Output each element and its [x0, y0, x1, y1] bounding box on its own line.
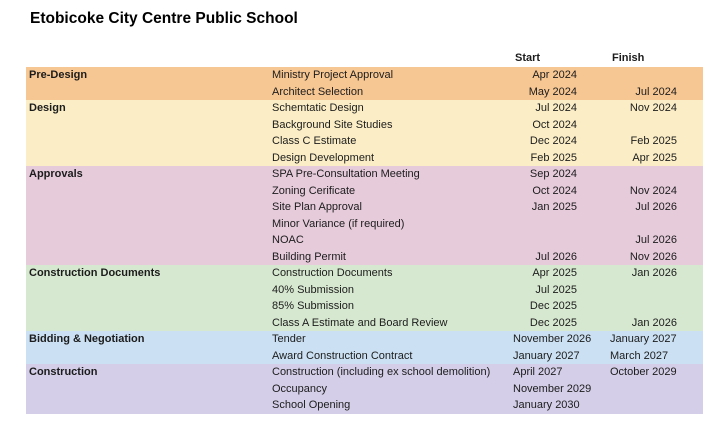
- phase-section: [26, 331, 703, 364]
- phase-label: [26, 150, 272, 167]
- task-name: Site Plan Approval: [272, 201, 362, 213]
- phase-section: [26, 364, 703, 414]
- start-date-cell: November 2026: [513, 333, 592, 345]
- phase-label: [26, 381, 272, 398]
- phase-section: [26, 166, 703, 265]
- finish-date-cell: [610, 282, 703, 299]
- start-date-cell: Apr 2024: [532, 69, 577, 81]
- phase-label: [26, 298, 272, 315]
- phase-label: [26, 199, 272, 216]
- start-date-cell: Feb 2025: [530, 151, 577, 164]
- header-spacer: [26, 50, 513, 67]
- phase-label: Pre-Design: [29, 69, 88, 81]
- start-date-cell: Jan 2025: [531, 201, 577, 213]
- schedule-row: [26, 199, 703, 216]
- schedule-body: [26, 67, 703, 414]
- finish-date-cell: Jul 2026: [635, 201, 677, 213]
- task-name: Ministry Project Approval: [272, 69, 394, 81]
- task-name: Building Permit: [272, 250, 346, 263]
- finish-date-cell: Nov 2024: [629, 102, 677, 114]
- phase-section: [26, 100, 703, 166]
- task-name: Tender: [272, 333, 306, 345]
- schedule-row: [26, 216, 703, 233]
- phase-label: [26, 183, 272, 200]
- schedule-row: [26, 249, 703, 266]
- schedule-row: [26, 150, 703, 167]
- task-name: School Opening: [272, 399, 351, 411]
- finish-date-cell: Jul 2026: [635, 234, 677, 246]
- phase-label: Approvals: [29, 168, 83, 180]
- schedule-row: [26, 265, 703, 282]
- schedule-row: [26, 381, 703, 398]
- schedule-row: [26, 117, 703, 134]
- phase-label: Bidding & Negotiation: [29, 333, 145, 345]
- start-date-cell: [513, 232, 610, 249]
- phase-label: [26, 216, 272, 233]
- finish-date-cell: Nov 2026: [629, 250, 677, 263]
- finish-date-cell: [610, 397, 703, 414]
- task-name: Zoning Cerificate: [272, 184, 356, 197]
- phase-label: Construction: [29, 366, 98, 378]
- start-date-cell: November 2029: [513, 382, 592, 395]
- phase-label: Design: [29, 102, 66, 114]
- task-name: Schemtatic Design: [272, 102, 364, 114]
- start-date-cell: April 2027: [513, 366, 563, 378]
- start-date-cell: May 2024: [528, 85, 577, 98]
- finish-date-cell: [610, 216, 703, 233]
- task-name: Background Site Studies: [272, 118, 393, 131]
- task-name: 85% Submission: [272, 300, 354, 312]
- column-headers: [26, 50, 703, 67]
- finish-date-cell: Jul 2024: [635, 85, 677, 98]
- start-date-cell: Jul 2025: [535, 283, 577, 296]
- start-date-cell: Dec 2025: [529, 300, 577, 312]
- phase-section: [26, 265, 703, 331]
- schedule-row: [26, 348, 703, 365]
- finish-date-cell: [610, 117, 703, 134]
- schedule-row: [26, 133, 703, 150]
- phase-label: [26, 315, 272, 332]
- start-date-cell: January 2030: [513, 399, 580, 411]
- schedule-row: [26, 315, 703, 332]
- start-column-header: Start: [515, 52, 541, 64]
- start-date-cell: [513, 216, 610, 233]
- finish-date-cell: January 2027: [610, 333, 677, 345]
- task-name: Class A Estimate and Board Review: [272, 316, 448, 329]
- finish-date-cell: October 2029: [610, 366, 677, 378]
- task-name: Occupancy: [272, 382, 328, 395]
- task-name: 40% Submission: [272, 283, 354, 296]
- phase-label: [26, 397, 272, 414]
- task-name: Construction Documents: [272, 267, 393, 279]
- phase-label: Construction Documents: [29, 267, 161, 279]
- start-date-cell: Apr 2025: [532, 267, 577, 279]
- schedule-row: [26, 397, 703, 414]
- phase-label: [26, 282, 272, 299]
- start-date-cell: Oct 2024: [532, 184, 577, 197]
- finish-date-cell: Jan 2026: [631, 316, 677, 329]
- finish-date-cell: [610, 166, 703, 183]
- schedule-row: [26, 100, 703, 117]
- task-name: Design Development: [272, 151, 375, 164]
- task-name: Award Construction Contract: [272, 349, 413, 362]
- phase-label: [26, 117, 272, 134]
- start-date-cell: Jul 2026: [535, 250, 577, 263]
- finish-date-cell: Feb 2025: [630, 135, 677, 147]
- phase-label: [26, 249, 272, 266]
- task-name: Architect Selection: [272, 85, 364, 98]
- start-date-cell: Sep 2024: [529, 168, 577, 180]
- phase-label: [26, 133, 272, 150]
- phase-section: [26, 67, 703, 100]
- page-title: Etobicoke City Centre Public School: [30, 10, 298, 27]
- start-date-cell: Oct 2024: [532, 118, 577, 131]
- finish-date-cell: Apr 2025: [632, 151, 677, 164]
- schedule-row: [26, 364, 703, 381]
- finish-column-header: Finish: [612, 52, 645, 64]
- task-name: NOAC: [272, 234, 304, 246]
- schedule-row: [26, 298, 703, 315]
- finish-date-cell: March 2027: [610, 349, 669, 362]
- schedule-row: [26, 166, 703, 183]
- finish-date-cell: [610, 298, 703, 315]
- schedule-row: [26, 67, 703, 84]
- phase-label: [26, 84, 272, 101]
- phase-label: [26, 348, 272, 365]
- task-name: Construction (including ex school demolition): [272, 366, 491, 378]
- start-date-cell: Jul 2024: [535, 102, 577, 114]
- start-date-cell: Dec 2024: [529, 135, 577, 147]
- schedule-row: [26, 331, 703, 348]
- task-name: Minor Variance (if required): [272, 217, 405, 230]
- finish-date-cell: Jan 2026: [631, 267, 677, 279]
- schedule-row: [26, 183, 703, 200]
- schedule-row: [26, 282, 703, 299]
- finish-date-cell: Nov 2024: [629, 184, 677, 197]
- finish-date-cell: [610, 381, 703, 398]
- start-date-cell: Dec 2025: [529, 316, 577, 329]
- task-name: SPA Pre-Consultation Meeting: [272, 168, 420, 180]
- schedule-row: [26, 84, 703, 101]
- finish-date-cell: [610, 67, 703, 84]
- task-name: Class C Estimate: [272, 135, 357, 147]
- start-date-cell: January 2027: [513, 349, 580, 362]
- schedule-row: [26, 232, 703, 249]
- phase-label: [26, 232, 272, 249]
